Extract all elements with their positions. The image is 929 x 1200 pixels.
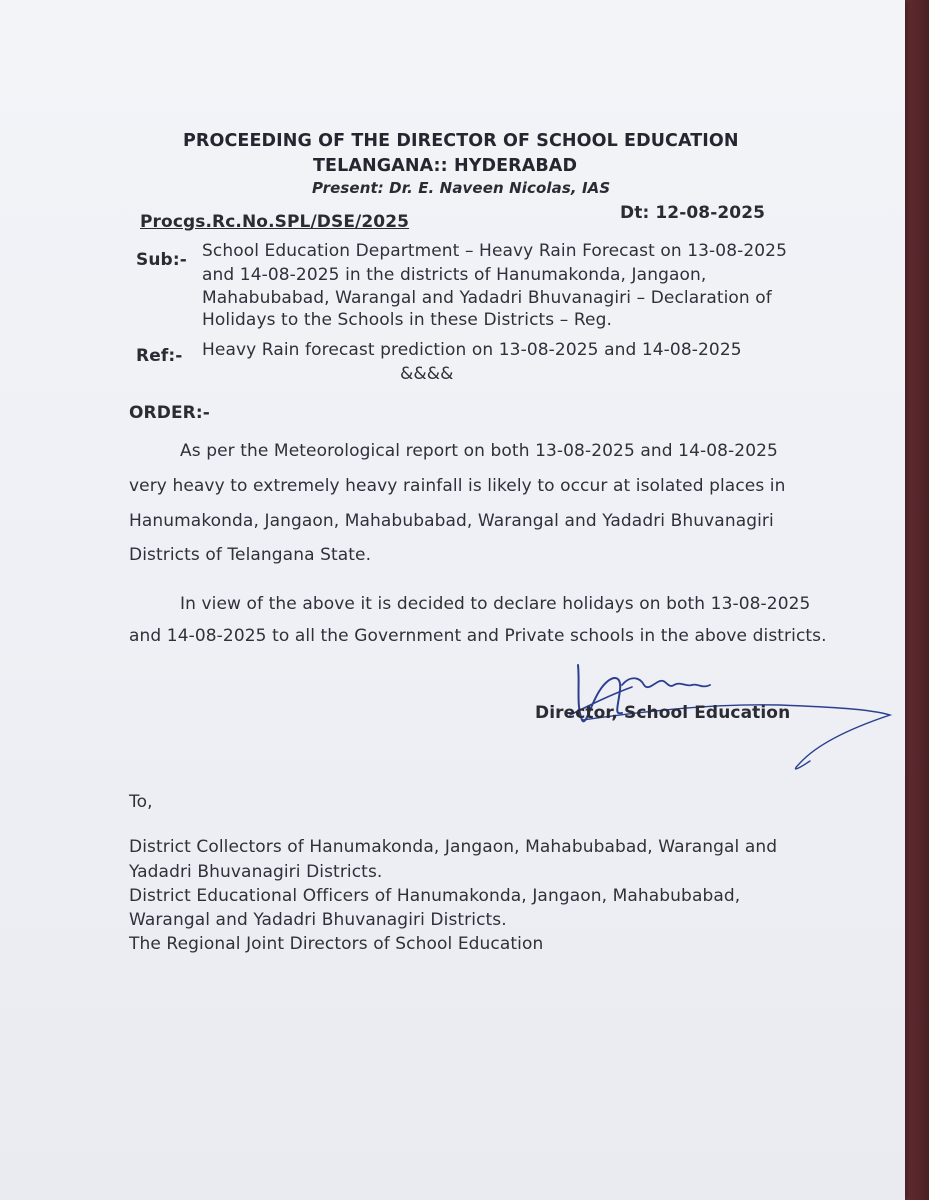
document-title-line1: PROCEEDING OF THE DIRECTOR OF SCHOOL EDUCATION xyxy=(183,131,739,151)
subject-line-4: Holidays to the Schools in these Districts – Reg. xyxy=(202,310,612,330)
recipient-line-5: The Regional Joint Directors of School Education xyxy=(129,934,544,954)
subject-line-1: School Education Department – Heavy Rain Forecast on 13-08-2025 xyxy=(202,241,788,261)
recipient-line-1: District Collectors of Hanumakonda, Jangaon, Mahabubabad, Warangal and xyxy=(129,837,778,857)
proceeding-date: Dt: 12-08-2025 xyxy=(620,203,766,223)
order-para1-line3: Hanumakonda, Jangaon, Mahabubabad, Warangal and Yadadri Bhuvanagiri xyxy=(129,511,774,531)
present-officer: Present: Dr. E. Naveen Nicolas, IAS xyxy=(312,179,611,197)
subject-line-2: and 14-08-2025 in the districts of Hanumakonda, Jangaon, xyxy=(202,265,707,285)
ref-label: Ref:- xyxy=(136,346,183,366)
order-para1-line2: very heavy to extremely heavy rainfall is likely to occur at isolated places in xyxy=(129,476,786,496)
proceeding-number: Procgs.Rc.No.SPL/DSE/2025 xyxy=(140,212,410,232)
order-para1-line4: Districts of Telangana State. xyxy=(129,545,372,565)
signatory-title: Director, School Education xyxy=(535,703,791,723)
ref-separator: &&&& xyxy=(400,364,454,384)
order-para2-line2: and 14-08-2025 to all the Government and Private schools in the above districts. xyxy=(129,626,827,646)
subject-label: Sub:- xyxy=(136,250,187,270)
order-heading: ORDER:- xyxy=(129,403,210,423)
recipient-line-3: District Educational Officers of Hanumakonda, Jangaon, Mahabubabad, xyxy=(129,886,741,906)
subject-line-3: Mahabubabad, Warangal and Yadadri Bhuvanagiri – Declaration of xyxy=(202,288,772,308)
order-para2-line1: In view of the above it is decided to declare holidays on both 13-08-2025 xyxy=(180,594,811,614)
document-title-line2: TELANGANA:: HYDERABAD xyxy=(313,156,578,176)
recipient-line-2: Yadadri Bhuvanagiri Districts. xyxy=(129,862,383,882)
ref-text: Heavy Rain forecast prediction on 13-08-2025 and 14-08-2025 xyxy=(202,340,742,360)
recipient-line-4: Warangal and Yadadri Bhuvanagiri Districts. xyxy=(129,910,507,930)
order-para1-line1: As per the Meteorological report on both 13-08-2025 and 14-08-2025 xyxy=(180,441,778,461)
recipients-to: To, xyxy=(129,792,153,812)
